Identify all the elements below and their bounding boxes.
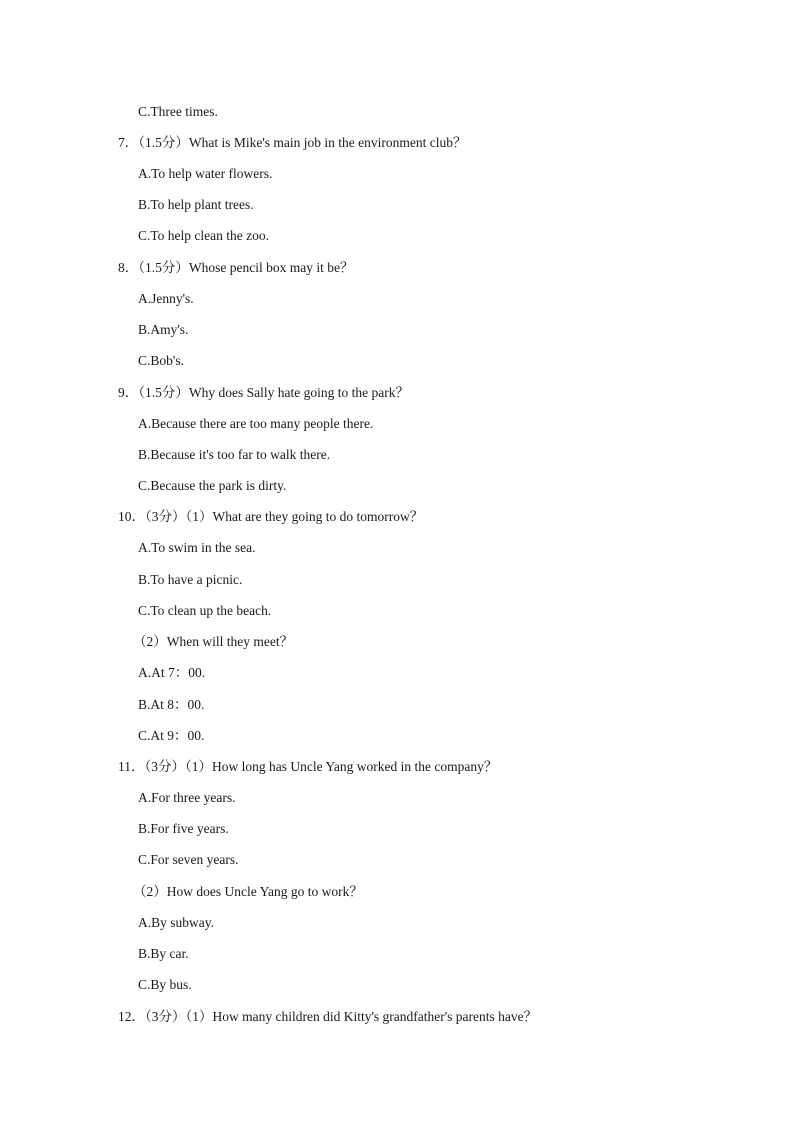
question-11: 11．（3分）（1）How long has Uncle Yang worked in the company？ [118,759,498,774]
q10-1-option-c: C.To clean up the beach. [138,603,272,618]
q8-option-c: C.Bob's. [138,353,184,368]
q11-1-option-b: B.For five years. [138,821,229,836]
q11-2-option-c: C.By bus. [138,977,192,992]
q10-1-option-a: A.To swim in the sea. [138,540,256,555]
q6-option-c: C.Three times. [138,104,218,119]
question-8: 8．（1.5分）Whose pencil box may it be？ [118,260,354,275]
q11-1-option-a: A.For three years. [138,790,236,805]
question-10: 10．（3分）（1）What are they going to do tomorrow？ [118,509,424,524]
question-12: 12．（3分）（1）How many children did Kitty's grandfather's parents have？ [118,1009,538,1024]
q11-2-option-a: A.By subway. [138,915,214,930]
q10-2-option-c: C.At 9：00. [138,728,205,743]
q10-1-option-b: B.To have a picnic. [138,572,243,587]
q11-1-option-c: C.For seven years. [138,852,239,867]
question-9: 9．（1.5分）Why does Sally hate going to the park？ [118,385,409,400]
q7-option-c: C.To help clean the zoo. [138,228,270,243]
question-7: 7．（1.5分）What is Mike's main job in the environment club？ [118,135,467,150]
question-11-part-2: （2）How does Uncle Yang go to work？ [133,884,363,899]
q10-2-option-a: A.At 7：00. [138,665,206,680]
q7-option-a: A.To help water flowers. [138,166,273,181]
q11-2-option-b: B.By car. [138,946,189,961]
q9-option-c: C.Because the park is dirty. [138,478,287,493]
q9-option-b: B.Because it's too far to walk there. [138,447,331,462]
q7-option-b: B.To help plant trees. [138,197,254,212]
q10-2-option-b: B.At 8：00. [138,697,205,712]
q9-option-a: A.Because there are too many people there. [138,416,374,431]
q8-option-b: B.Amy's. [138,322,189,337]
q8-option-a: A.Jenny's. [138,291,194,306]
question-10-part-2: （2）When will they meet？ [133,634,294,649]
